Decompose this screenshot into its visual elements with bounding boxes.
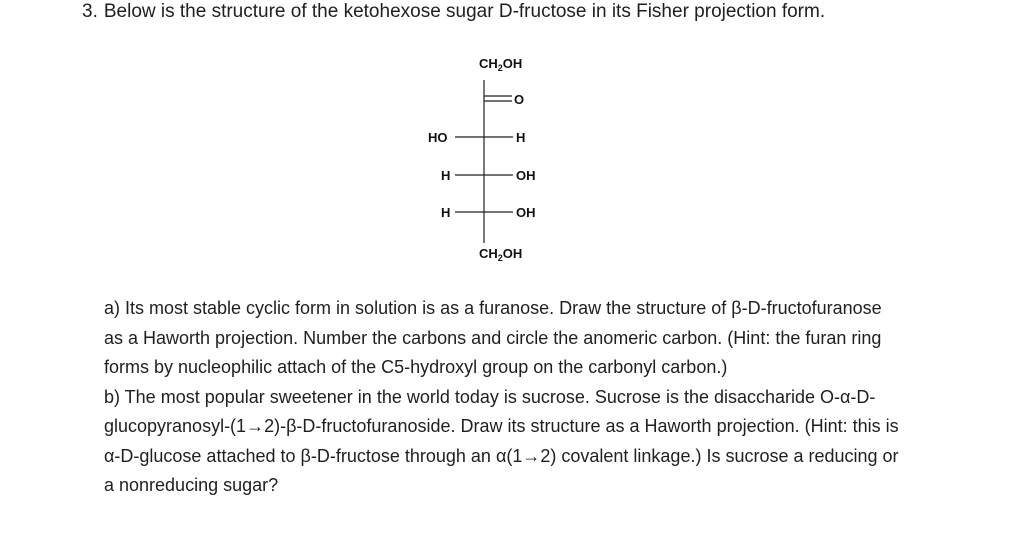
c3-left-group: HO [428,130,448,145]
question-text: Below is the structure of the ketohexose sugar D-fructose in its Fisher projection form. [103,1,826,22]
bottom-group: $CH_2OH$ [479,246,523,263]
c5-left-group: H [441,205,451,220]
c4-left-group: H [441,168,451,183]
c5-right-group: OH [516,205,536,220]
part-b: b) The most popular sweetener in the world today is sucrose. Sucrose is the disaccharide O-α-D-glucopyranosyl-(1→2)-β-D-fructofuranoside. Draw its structure as a Haworth projection. (Hint: this is α-D-glucose attached to β-D-fructose through an α(1→2) covalent linkage.) Is sucrose a reducing or a nonreducing sugar? [104,386,899,495]
question-number: 3. [82,1,98,22]
part-a: a) Its most stable cyclic form in solution is as a furanose. Draw the structure of β-D-fructofuranose as a Haworth projection. Number the carbons and circle the anomeric carbon. (Hint: the furan ring forms by nucleophilic attach of the C5-hydroxyl group on the carbonyl carbon.) [104,298,882,377]
top-group: $CH_2OH$ [479,56,523,73]
c4-right-group: OH [516,168,536,183]
c3-right-group: H [516,130,526,145]
question-parts [104,294,904,501]
c2-right-group: O [514,92,525,107]
